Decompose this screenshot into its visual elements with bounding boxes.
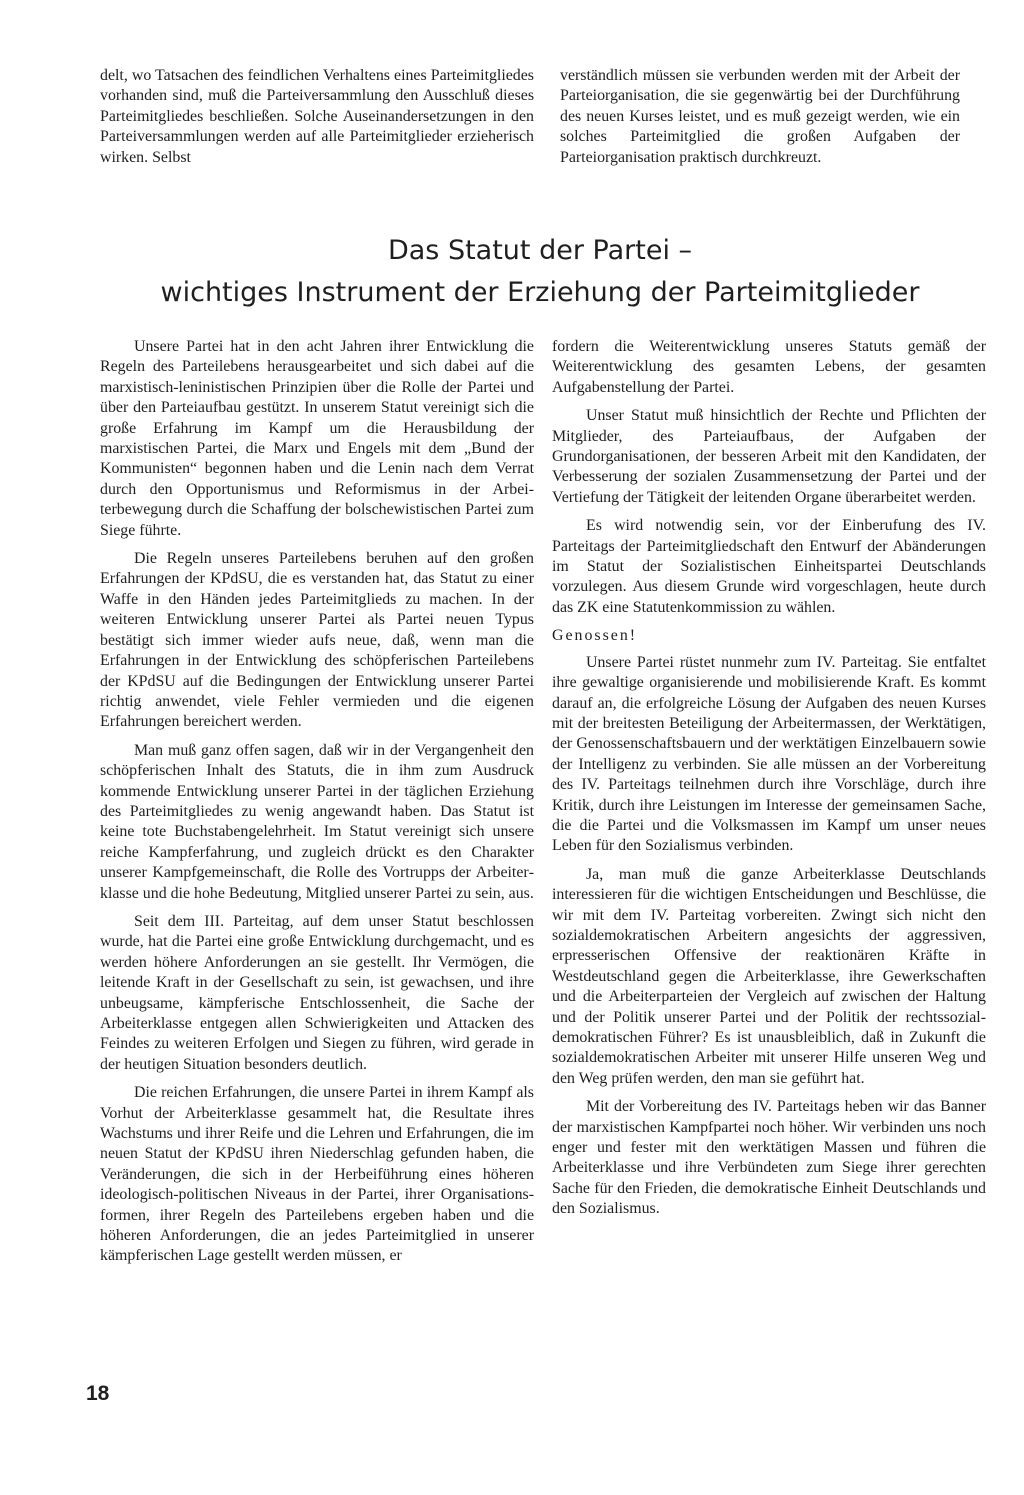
headline-line-1: Das Statut der Partei –	[387, 235, 693, 266]
left-column	[100, 337, 534, 1275]
right-paragraph-5: Ja, man muß die ganze Arbeiterklasse Deutschlands interessieren für die wichtigen Entscheidungen und Beschlüsse, die wir mit dem IV. Parteitag vorbereiten. Zwingt sich nicht den sozialdemokratischen Arbeitern angesichts der aggressiven, erpresserischen Offensive der reaktionären Kräfte in Westdeutschland gegen die Arbeiterklasse, ihre Gewerkschaften und die Arbeiterparteien der Vergleich auf zwischen der Haltung und der Politik unserer Partei und der Politik der rechtssozialdemokratischen Führer? Es ist unausbleiblich, daß in Zukunft die sozialdemokratischen Arbeiter mit unserer Hilfe unseren Weg und den Weg prüfen werden, den man sie geführt hat.	[552, 865, 986, 1087]
left-paragraph-4: Seit dem III. Parteitag, auf dem unser Statut beschlossen wurde, hat die Partei eine große Entwicklung durchgemacht, und es werden höhere Anforderungen an sie gestellt. Ihr Vermögen, die leitende Kraft in der Gesellschaft zu sein, ist gewachsen, und ihre unbeugsame, kämpferische Entschlossenheit, die Sache der Arbeiterklasse entgegen allen Schwierigkeiten und Attacken des Feindes zu weiteren Erfolgen und Siegen zu führen, wird gerade in der heutigen Situation besonders deutlich.	[100, 912, 534, 1073]
left-paragraph-3: Man muß ganz offen sagen, daß wir in der Vergangenheit den schöpferischen Inhalt des Statuts, die in ihm zum Ausdruck kommende Entwicklung unserer Partei in der täglichen Erziehung des Parteimitgliedes zu wenig angewandt haben. Das Statut ist keine tote Buchstabengelehrheit. Im Statut vereinigt sich unsere reiche Kampferfahrung, und zugleich drückt es den Charakter unserer Kampfgemeinschaft, die Rolle des Vortrupps der Arbeiterklasse und die hohe Bedeutung, Mitglied unserer Partei zu sein, aus.	[100, 741, 534, 902]
right-paragraph-1: fordern die Weiterentwicklung unseres Statuts gemäß der Weiterentwicklung des gesamten Lebens, der gesamten Aufgabenstellung der Partei.	[552, 338, 986, 396]
headline-line-2: wichtiges Instrument der Erziehung der Parteimitglieder	[160, 277, 920, 308]
page-number: 18	[86, 1382, 110, 1405]
left-paragraph-1: Unsere Partei hat in den acht Jahren ihrer Entwicklung die Regeln des Parteilebens herausgearbeitet und sich dabei auf die marxistisch-leninistischen Prinzipien über die Rolle der Partei und über den Parteiaufbau gestützt. In unserem Statut vereinigt sich die große Erfahrung im Kampf um die Herausbildung der marxistischen Partei, die Marx und Engels mit dem „Bund der Kommunisten“ begonnen haben und die Lenin nach dem Verrat durch den Opportunismus und Reformismus in der Arbeiterbewegung durch die Schaffung der bolschewistischen Partei zum Siege führte.	[100, 338, 534, 539]
top-right-column	[560, 66, 960, 176]
right-paragraph-6: Mit der Vorbereitung des IV. Parteitags heben wir das Banner der marxistischen Kampfpartei noch höher. Wir verbinden uns noch enger und fester mit den werktätigen Massen und führen die Arbeiterklasse und ihre Verbündeten zum Siege ihrer gerechten Sache für den Frieden, die demokratische Einheit Deutschlands und den Sozialismus.	[552, 1098, 986, 1218]
article-headline	[100, 230, 980, 314]
right-paragraph-3: Es wird notwendig sein, vor der Einberufung des IV. Parteitags der Parteimitgliedschaft den Entwurf der Abänderungen im Statut der Sozialistischen Einheitspartei Deutschlands vorzulegen. Aus diesem Grunde wird vorgeschlagen, heute durch das ZK eine Statutenkommission zu wählen.	[552, 517, 986, 616]
left-paragraph-2: Die Regeln unseres Parteilebens beruhen auf den großen Erfahrungen der KPdSU, die es verstanden hat, das Statut zu einer Waffe in den Händen jedes Parteimitglieds zu machen. In der weiteren Entwicklung unserer Partei als Partei neuen Typus bestätigt sich immer wieder aufs neue, daß, wenn man die Erfahrungen in der Entwicklung des schöpferischen Parteilebens der KPdSU auf die Bedingungen der Entwicklung unserer Partei richtig anwendet, viele Fehler vermieden und die eigenen Erfahrungen bereichert werden.	[100, 550, 534, 731]
left-paragraph-5: Die reichen Erfahrungen, die unsere Partei in ihrem Kampf als Vorhut der Arbeiterklasse gesammelt hat, die Resultate ihres Wachstums und ihrer Reife und die Lehren und Erfahrungen, die im neuen Statut der KPdSU ihren Niederschlag gefunden haben, die Veränderungen, die sich in der Herbeiführung eines höheren ideologisch-politischen Niveaus in der Partei, ihrer Organisationsformen, ihrer Regeln des Parteilebens ergeben haben und die höheren Anforderungen, die an jedes Parteimitglied in unserer kämpferischen Lage gestellt werden müssen, er	[100, 1084, 534, 1265]
top-right-paragraph: verständlich müssen sie verbunden werden mit der Arbeit der Parteiorganisation, die sie gegenwärtig bei der Durchführung des neuen Kurses leistet, und es muß gezeigt werden, wie ein solches Parteimitglied die großen Aufgaben der Parteiorganisation praktisch durchkreuzt.	[560, 67, 960, 166]
salutation: Genossen!	[552, 627, 638, 645]
top-left-paragraph: delt, wo Tatsachen des feindlichen Verhaltens eines Parteimitgliedes vorhanden sind, muß die Parteiversammlung den Ausschluß dieses Parteimitgliedes beschließen. Solche Auseinandersetzungen in den Parteiversammlungen werden auf alle Parteimitglieder erzieherisch wirken. Selbst	[100, 67, 534, 166]
top-left-column	[100, 66, 534, 176]
right-paragraph-4: Unsere Partei rüstet nunmehr zum IV. Parteitag. Sie entfaltet ihre gewaltige organisierende und mobilisierende Kraft. Es kommt darauf an, die erfolgreiche Lösung der Aufgaben des neuen Kurses mit der breitesten Beteiligung der Arbeitermassen, der Werktätigen, der Genossenschaftsbauern und der werktätigen Einzelbauern sowie der Intelligenz zu verbinden. Sie alle müssen an der Vorbereitung des IV. Parteitags teilnehmen durch ihre Vorschläge, durch ihre Kritik, durch ihre Leistungen im Interesse der gemeinsamen Sache, die die Partei und die Volksmassen im Kampf um unser neues Leben für den Sozialismus verbinden.	[552, 653, 986, 855]
right-paragraph-2: Unser Statut muß hinsichtlich der Rechte und Pflichten der Mitglieder, des Parteiaufbaus, der Aufgaben der Grundorganisationen, der besseren Arbeit mit den Kandidaten, der Verbesserung der sozialen Zusammensetzung der Partei und der Vertiefung der Tätigkeit der leitenden Organe überarbeitet werden.	[552, 407, 986, 506]
right-column	[552, 337, 986, 1228]
